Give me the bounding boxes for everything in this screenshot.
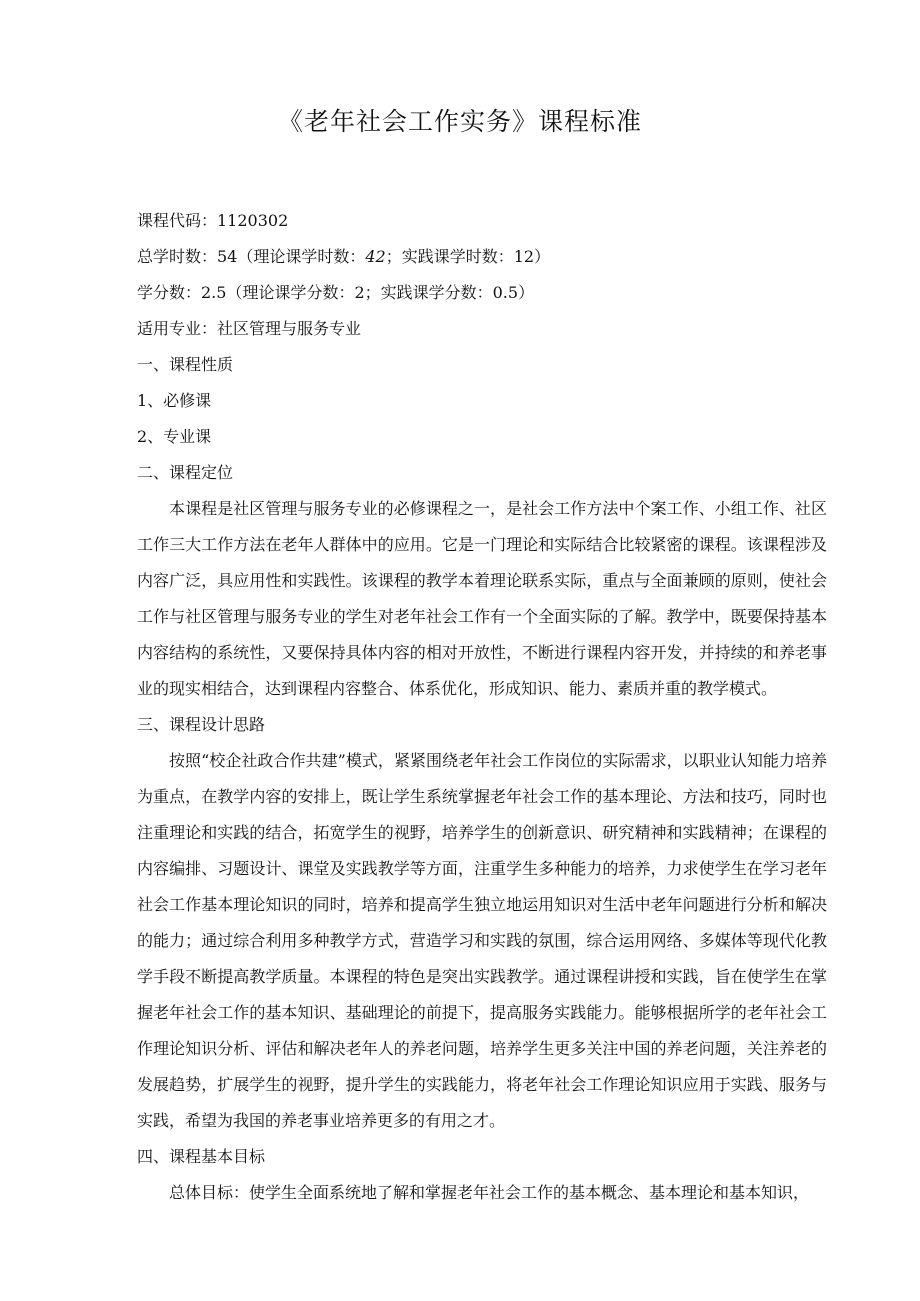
course-code: 课程代码：1120302 — [137, 211, 289, 230]
section-2-heading: 二、课程定位 — [137, 463, 234, 482]
applicable-major: 适用专业：社区管理与服务专业 — [137, 319, 362, 338]
section-2-paragraph: 本课程是社区管理与服务专业的必修课程之一，是社会工作方法中个案工作、小组工作、社区工作三大工作方法在老年人群体中的应用。它是一门理论和实际结合比较紧密的课程。该课程涉及内容广泛，具应用性和实践性。该课程的教学本着理论联系实际，重点与全面兼顾的原则，使社会工作与社区管理与服务专业的学生对老年社会工作有一个全面实际的了解。教学中，既要保持基本内容结构的系统性，又要保持具体内容的相对开放性，不断进行课程内容开发，并持续的和养老事业的现实相结合，达到课程内容整合、体系优化，形成知识、能力、素质并重的教学模式。 — [137, 499, 827, 698]
section-1-heading: 一、课程性质 — [137, 355, 234, 374]
section-1-item-2: 2、专业课 — [137, 427, 212, 446]
section-4-heading: 四、课程基本目标 — [137, 1147, 266, 1166]
total-hours: 总学时数：54（理论课学时数：42；实践课学时数：12） — [137, 247, 551, 266]
document-title: 《老年社会工作实务》课程标准 — [277, 107, 642, 136]
section-4-paragraph: 总体目标：使学生全面系统地了解和掌握老年社会工作的基本概念、基本理论和基本知识， — [169, 1183, 810, 1202]
section-3-paragraph: 按照“校企社政合作共建”模式，紧紧围绕老年社会工作岗位的实际需求，以职业认知能力培养为重点，在教学内容的安排上，既让学生系统掌握老年社会工作的基本理论、方法和技巧，同时也注重理论和实践的结合，拓宽学生的视野，培养学生的创新意识、研究精神和实践精神；在课程的内容编排、习题设计、课堂及实践教学等方面，注重学生多种能力的培养，力求使学生在学习老年社会工作基本理论知识的同时，培养和提高学生独立地运用知识对生活中老年问题进行分析和解决的能力；通过综合利用多种教学方式，营造学习和实践的氛围，综合运用网络、多媒体等现代化教学手段不断提高教学质量。本课程的特色是突出实践教学。通过课程讲授和实践，旨在使学生在掌握老年社会工作的基本知识、基础理论的前提下，提高服务实践能力。能够根据所学的老年社会工作理论知识分析、评估和解决老年人的养老问题，培养学生更多关注中国的养老问题，关注养老的发展趋势，扩展学生的视野，提升学生的实践能力，将老年社会工作理论知识应用于实践、服务与实践，希望为我国的养老事业培养更多的有用之才。 — [137, 751, 827, 1130]
section-3-heading: 三、课程设计思路 — [137, 715, 266, 734]
course-meta — [137, 203, 827, 347]
theory-hours-value: 42 — [365, 247, 386, 266]
section-1-item-1: 1、必修课 — [137, 391, 212, 410]
credits: 学分数：2.5（理论课学分数：2；实践课学分数：0.5） — [137, 283, 535, 302]
